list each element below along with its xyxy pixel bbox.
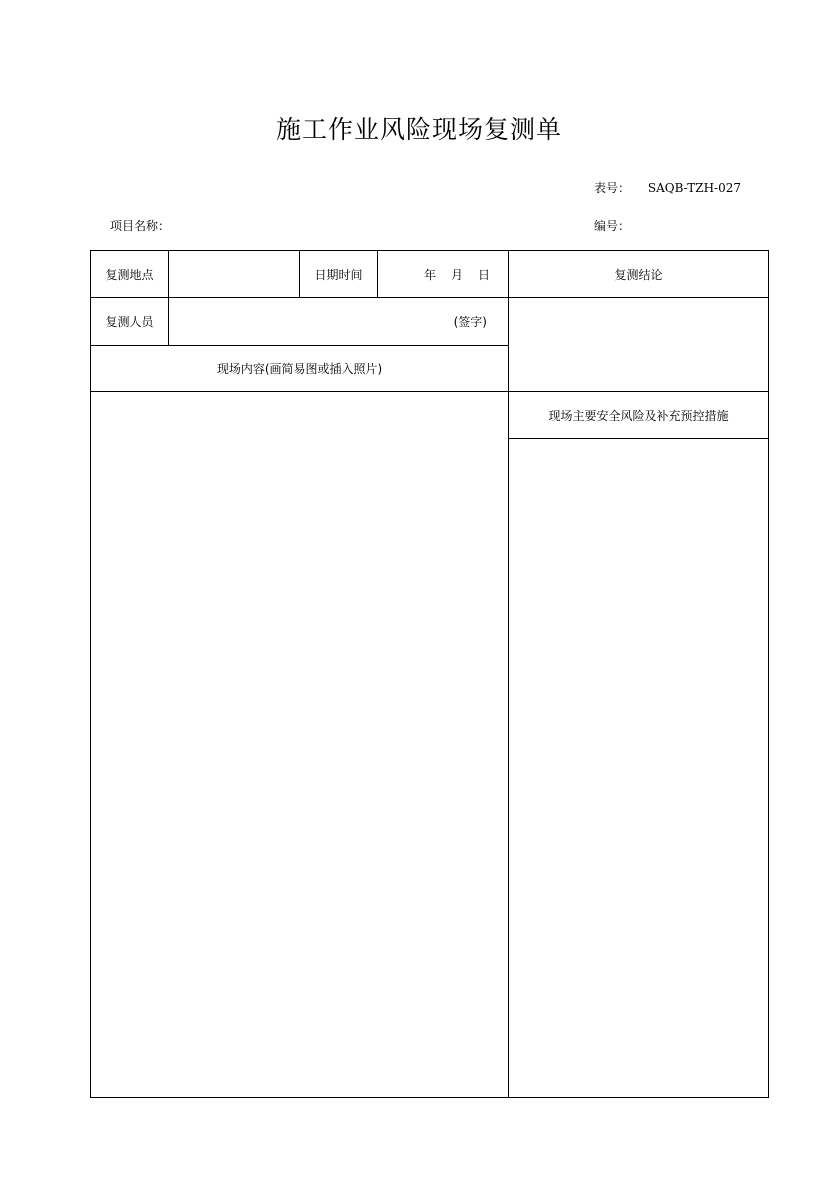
page-title: 施工作业风险现场复测单 [275, 115, 562, 144]
datetime-label: 日期时间 [314, 267, 363, 282]
location-field[interactable] [169, 251, 299, 297]
date-field[interactable] [378, 251, 508, 297]
site-content-area[interactable] [91, 392, 508, 1097]
recheck-form-table [90, 250, 769, 1098]
signature-hint: (签字) [453, 315, 487, 329]
risk-measures-area[interactable] [509, 439, 768, 1097]
measures-header: 现场主要安全风险及补充预控措施 [548, 408, 729, 423]
content-header: 现场内容(画简易图或插入照片) [216, 362, 383, 376]
form-number-value: SAQB-TZH-027 [647, 181, 742, 195]
personnel-label: 复测人员 [105, 315, 154, 329]
conclusion-header: 复测结论 [614, 267, 663, 282]
location-label: 复测地点 [105, 267, 154, 282]
form-number [594, 179, 741, 196]
serial-number-label: 编号： [594, 219, 631, 233]
conclusion-field[interactable] [509, 298, 768, 391]
date-day-unit: 日 [478, 267, 491, 282]
date-month-unit: 月 [451, 267, 464, 282]
personnel-field[interactable] [169, 298, 487, 345]
date-year-unit: 年 [424, 267, 437, 282]
form-number-label: 表号： [594, 181, 631, 195]
project-name-label: 项目名称： [110, 219, 171, 233]
